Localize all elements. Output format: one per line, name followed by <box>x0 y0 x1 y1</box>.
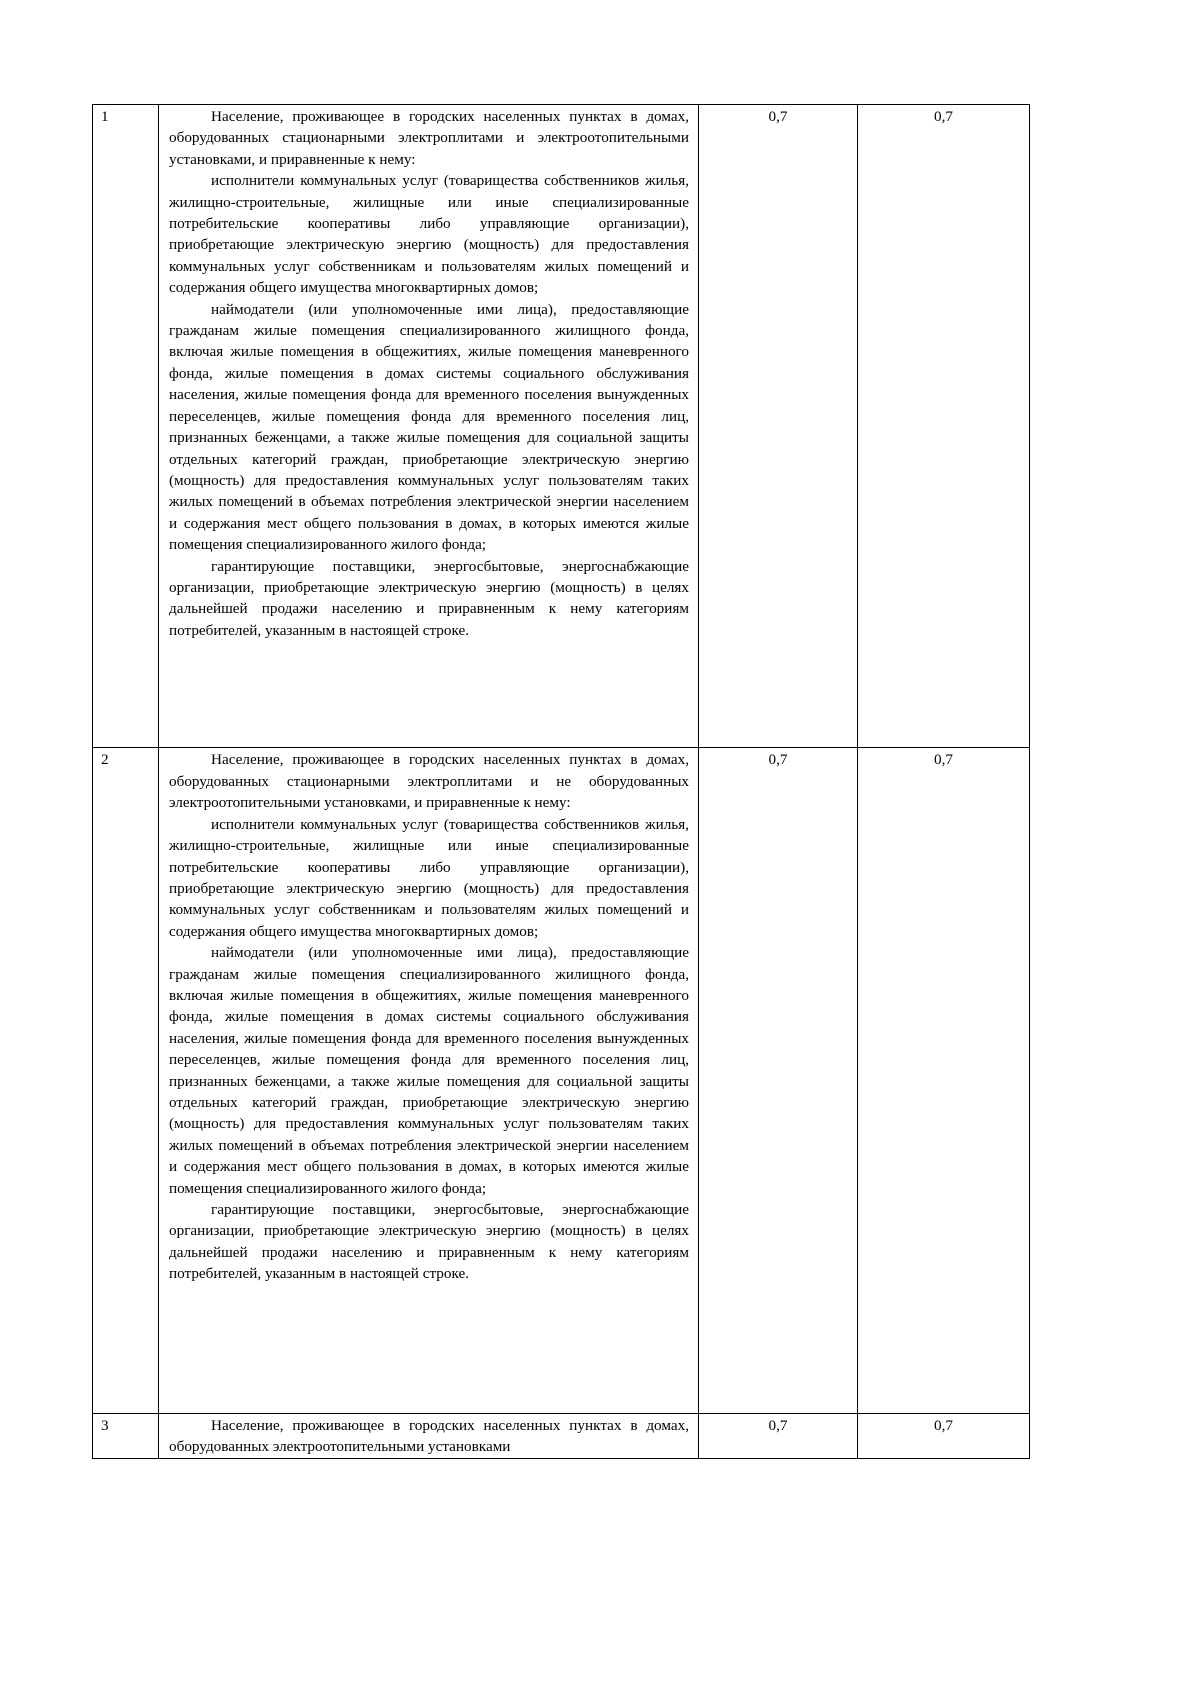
row-value-1: 0,7 <box>699 748 858 1413</box>
row-number: 1 <box>93 105 159 748</box>
row-value-2: 0,7 <box>858 748 1030 1413</box>
paragraph: наймодатели (или уполномоченные ими лица), предоставляющие гражданам жилые помещения специализированного жилищного фонда, включая жилые помещения в общежитиях, жилые помещения маневренного фонда, жилые помещения в домах системы социального обслуживания населения, жилые помещения фонда для временного поселения вынужденных переселенцев, жилые помещения фонда для временного поселения лиц, признанных беженцами, а также жилые помещения для социальной защиты отдельных категорий граждан, приобретающие электрическую энергию (мощность) для предоставления коммунальных услуг пользователям таких жилых помещений в объемах потребления электрической энергии населением и содержания мест общего пользования в домах, в которых имеются жилые помещения специализированного жилого фонда; <box>169 300 689 554</box>
paragraph: гарантирующие поставщики, энергосбытовые, энергоснабжающие организации, приобретающие электрическую энергию (мощность) в целях дальнейшей продажи населению и приравненным к нему категориям потребителей, указанным в настоящей строке. <box>169 1201 689 1283</box>
paragraph: исполнители коммунальных услуг (товарищества собственников жилья, жилищно-строительные, жилищные или иные специализированные потребительские кооперативы либо управляющие организации), приобретающие электрическую энергию (мощность) для предоставления коммунальных услуг собственникам и пользователям жилых помещений и содержания общего имущества многоквартирных домов; <box>169 172 689 297</box>
paragraph: Население, проживающее в городских населенных пунктах в домах, оборудованных стационарными электроплитами и не оборудованных электроотопительными установками, и приравненные к нему: <box>169 751 689 812</box>
row-description <box>159 1413 699 1458</box>
tariff-table <box>92 104 1030 1459</box>
row-value-2: 0,7 <box>858 1413 1030 1458</box>
row-value-1: 0,7 <box>699 1413 858 1458</box>
row-number: 2 <box>93 748 159 1413</box>
row-value-2: 0,7 <box>858 105 1030 748</box>
paragraph: Население, проживающее в городских населенных пунктах в домах, оборудованных электроотопительными установками <box>169 1416 689 1456</box>
table-row <box>93 1413 1030 1458</box>
table-row <box>93 748 1030 1413</box>
row-description <box>159 748 699 1413</box>
row-number: 3 <box>93 1413 159 1458</box>
paragraph: Население, проживающее в городских населенных пунктах в домах, оборудованных стационарными электроплитами и электроотопительными установками, и приравненные к нему: <box>169 108 689 168</box>
paragraph: исполнители коммунальных услуг (товарищества собственников жилья, жилищно-строительные, жилищные или иные специализированные потребительские кооперативы либо управляющие организации), приобретающие электрическую энергию (мощность) для предоставления коммунальных услуг собственникам и пользователям жилых помещений и содержания общего имущества многоквартирных домов; <box>169 815 689 940</box>
row-value-1: 0,7 <box>699 105 858 748</box>
paragraph: гарантирующие поставщики, энергосбытовые, энергоснабжающие организации, приобретающие электрическую энергию (мощность) в целях дальнейшей продажи населению и приравненным к нему категориям потребителей, указанным в настоящей строке. <box>169 557 689 639</box>
table-row <box>93 105 1030 748</box>
paragraph: наймодатели (или уполномоченные ими лица), предоставляющие гражданам жилые помещения специализированного жилищного фонда, включая жилые помещения в общежитиях, жилые помещения маневренного фонда, жилые помещения в домах системы социального обслуживания населения, жилые помещения фонда для временного поселения вынужденных переселенцев, жилые помещения фонда для временного поселения лиц, признанных беженцами, а также жилые помещения для социальной защиты отдельных категорий граждан, приобретающие электрическую энергию (мощность) для предоставления коммунальных услуг пользователям таких жилых помещений в объемах потребления электрической энергии населением и содержания мест общего пользования в домах, в которых имеются жилые помещения специализированного жилого фонда; <box>169 944 689 1197</box>
row-description <box>159 105 699 748</box>
